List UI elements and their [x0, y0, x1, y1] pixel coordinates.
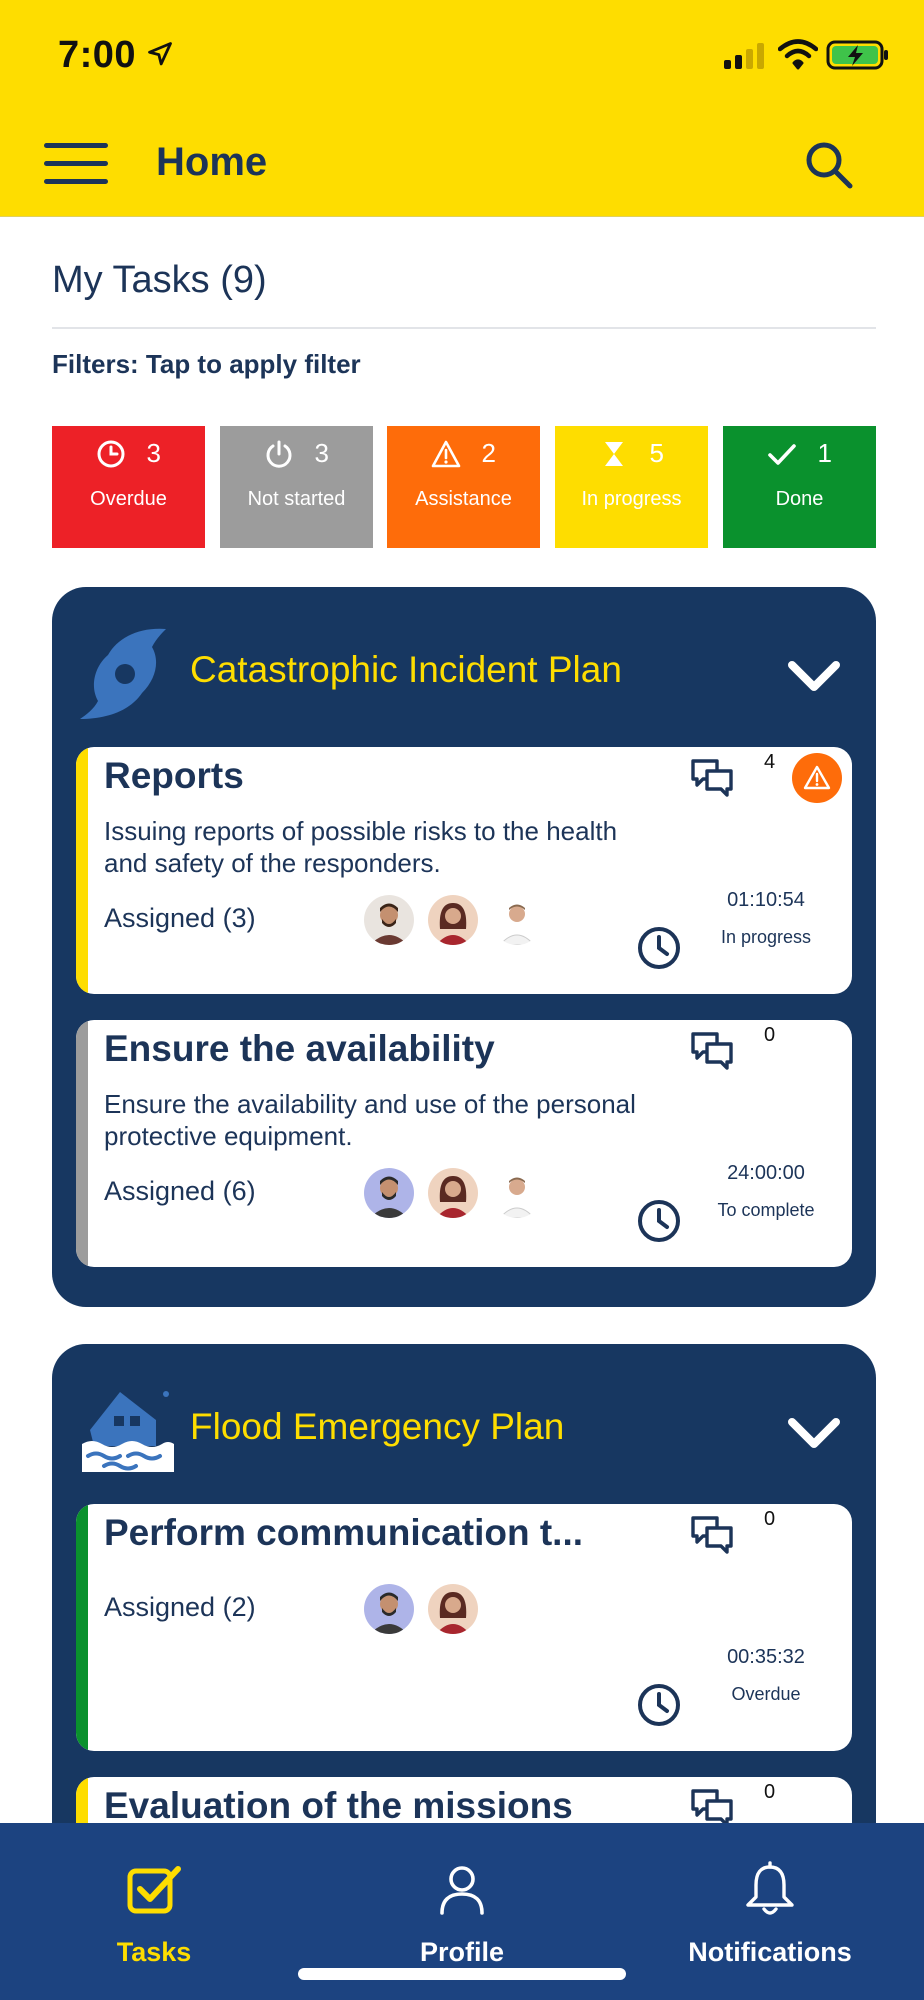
task-card-ensure-availability[interactable]: [76, 1020, 852, 1267]
plan-catastrophic-incident: [52, 587, 876, 1307]
hourglass-icon: [599, 439, 629, 469]
filter-in-progress[interactable]: [555, 426, 708, 548]
avatar: [428, 1584, 478, 1634]
filter-assistance[interactable]: [387, 426, 540, 548]
task-status: To complete: [717, 1200, 815, 1220]
clock-icon: [636, 1198, 682, 1244]
filter-label: In progress: [581, 488, 682, 510]
task-timer: 01:10:54: [727, 889, 805, 911]
battery-charging-icon: [826, 40, 890, 70]
check-icon: [767, 439, 797, 469]
task-card-reports[interactable]: [76, 747, 852, 994]
task-timer: 00:35:32: [727, 1646, 805, 1668]
section-divider: [52, 327, 876, 329]
main-content[interactable]: [0, 217, 924, 1823]
filter-done[interactable]: [723, 426, 876, 548]
location-arrow-icon: [146, 40, 174, 68]
my-tasks-heading: My Tasks (9): [52, 259, 267, 301]
filter-count: 5: [649, 438, 664, 468]
power-icon: [264, 439, 294, 469]
cell-signal-icon: [722, 42, 766, 70]
plan-title: Catastrophic Incident Plan: [190, 649, 622, 690]
tab-label: Profile: [419, 1937, 505, 1967]
status-bar-indicator: [76, 1504, 88, 1751]
flood-house-icon: [80, 1386, 174, 1474]
clock-icon: [636, 925, 682, 971]
home-indicator[interactable]: [298, 1968, 626, 1980]
checkbox-tasks-icon: [126, 1861, 182, 1917]
comments-count: 0: [764, 1024, 776, 1046]
tab-label: Tasks: [116, 1937, 192, 1967]
warning-icon: [792, 753, 842, 803]
task-timer: 24:00:00: [727, 1162, 805, 1184]
person-icon: [434, 1861, 490, 1917]
avatar: [428, 895, 478, 945]
status-bar: [0, 0, 924, 110]
status-bar-indicator: [76, 1020, 88, 1267]
tab-notifications[interactable]: [616, 1823, 924, 2000]
comments-count: 0: [764, 1508, 776, 1530]
filters-label[interactable]: Filters: Tap to apply filter: [52, 349, 361, 379]
assigned-count: Assigned (2): [104, 1592, 256, 1622]
plan-flood-emergency: [52, 1344, 876, 1823]
assigned-count: Assigned (3): [104, 903, 256, 933]
tab-label: Notifications: [688, 1937, 852, 1967]
filter-count: 2: [481, 438, 496, 468]
task-description: Issuing reports of possible risks to the health and safety of the responders.: [104, 816, 618, 878]
comments-icon[interactable]: [690, 1787, 734, 1823]
task-card-perform-communication[interactable]: [76, 1504, 852, 1751]
filter-count: 3: [314, 438, 329, 468]
avatar: [428, 1168, 478, 1218]
comments-count: 0: [764, 1781, 776, 1803]
plan-title: Flood Emergency Plan: [190, 1406, 565, 1447]
filter-count: 1: [817, 438, 832, 468]
comments-icon[interactable]: [690, 1030, 734, 1070]
status-time: 7:00: [58, 34, 137, 76]
task-title: Evaluation of the missions: [104, 1785, 573, 1823]
task-description: Ensure the availability and use of the personal protective equipment.: [104, 1089, 636, 1151]
avatar: [364, 1584, 414, 1634]
avatar: [364, 1168, 414, 1218]
task-status: Overdue: [731, 1684, 801, 1704]
comments-count: 4: [764, 751, 776, 773]
filter-row: [52, 426, 876, 548]
filter-label: Done: [775, 488, 824, 510]
clock-icon: [96, 439, 126, 469]
page-title: Home: [156, 140, 268, 184]
filter-label: Not started: [247, 488, 346, 510]
avatar: [492, 895, 542, 945]
assigned-count: Assigned (6): [104, 1176, 256, 1206]
tab-tasks[interactable]: [0, 1823, 308, 2000]
app-header: [0, 110, 924, 217]
warning-icon: [431, 439, 461, 469]
hurricane-icon: [80, 625, 170, 721]
avatar: [364, 895, 414, 945]
bell-icon: [742, 1861, 798, 1917]
comments-icon[interactable]: [690, 1514, 734, 1554]
comments-icon[interactable]: [690, 757, 734, 797]
filter-not-started[interactable]: [220, 426, 373, 548]
task-title: Ensure the availability: [104, 1028, 495, 1069]
task-status: In progress: [720, 927, 812, 947]
filter-label: Overdue: [90, 488, 167, 510]
assistance-badge[interactable]: [792, 753, 842, 803]
task-title: Reports: [104, 755, 244, 796]
avatar: [492, 1168, 542, 1218]
wifi-icon: [778, 38, 818, 70]
search-icon[interactable]: [802, 138, 854, 190]
filter-count: 3: [146, 438, 161, 468]
task-card-evaluation-missions[interactable]: [76, 1777, 852, 1823]
status-bar-indicator: [76, 747, 88, 994]
filter-overdue[interactable]: [52, 426, 205, 548]
task-title: Perform communication t...: [104, 1512, 584, 1553]
filter-label: Assistance: [415, 488, 512, 510]
chevron-down-icon[interactable]: [786, 657, 842, 697]
chevron-down-icon[interactable]: [786, 1414, 842, 1454]
hamburger-menu-icon[interactable]: [42, 140, 110, 188]
status-bar-indicator: [76, 1777, 88, 1823]
clock-icon: [636, 1682, 682, 1728]
